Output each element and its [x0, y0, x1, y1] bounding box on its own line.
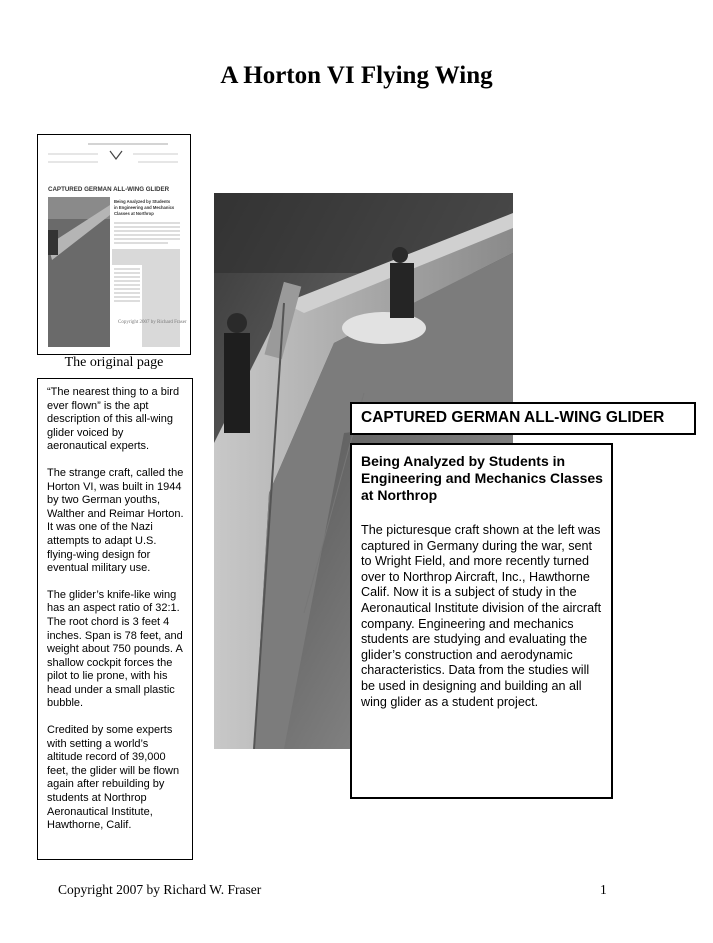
sidebar-paragraph: “The nearest thing to a bird ever flown” is the apt description of this all-wing glider voiced by aeronautical experts. [47, 386, 180, 453]
footer-copyright: Copyright 2007 by Richard W. Fraser [58, 882, 262, 897]
thumbnail-caption: The original page [64, 355, 164, 370]
article-subhead: Being Analyzed by Students in Engineering and Mechanics Classes at Northrop [361, 453, 603, 503]
svg-text:Classes at Northrop: Classes at Northrop [114, 211, 154, 216]
page-number: 1 [600, 882, 607, 897]
original-page-thumbnail [37, 134, 191, 355]
article-headline: CAPTURED GERMAN ALL-WING GLIDER [350, 402, 696, 435]
article-box [350, 443, 613, 799]
svg-text:in Engineering and Mechanics: in Engineering and Mechanics [114, 205, 175, 210]
sidebar-paragraph: Credited by some experts with setting a world’s altitude record of 39,000 feet, the glider will be flown again after rebuilding by students at Northrop Aeronautical Institute, Hawthorne, Calif. [47, 724, 180, 832]
sidebar-paragraph: The strange craft, called the Horton VI, was built in 1944 by two German youths, Walther and Reimar Horton. It was one of the Nazi attempts to adapt U.S. flying-wing design for eventual military use. [47, 466, 184, 575]
thumbnail-copyright: Copyright 2007 by Richard Fraser [118, 320, 187, 325]
thumbnail-headline: CAPTURED GERMAN ALL-WING GLIDER [48, 186, 170, 193]
article-body: The picturesque craft shown at the left was captured in Germany during the war, sent to Wright Field, and more recently turned over to Northrop Aircraft, Inc., Hawthorne Calif. Now it is a subject of study in the Aeronautical Institute division of the aircraft company. Engineering and mechanics students are studying and evaluating the glider’s construction and aerodynamic characteristics. Data from the studies will be used in designing and building an all wing glider as a student project. [361, 523, 602, 709]
svg-text:Being Analyzed by Students: Being Analyzed by Students [114, 199, 171, 204]
sidebar-paragraph: The glider’s knife-like wing has an aspect ratio of 32:1. The root chord is 3 feet 4 inches. Span is 78 feet, and weight about 750 pounds. A shallow cockpit forces the pilot to lie prone, with his head under a small plastic bubble. [47, 588, 183, 710]
page-title: A Horton VI Flying Wing [220, 62, 493, 89]
sidebar-text-box [37, 378, 193, 860]
